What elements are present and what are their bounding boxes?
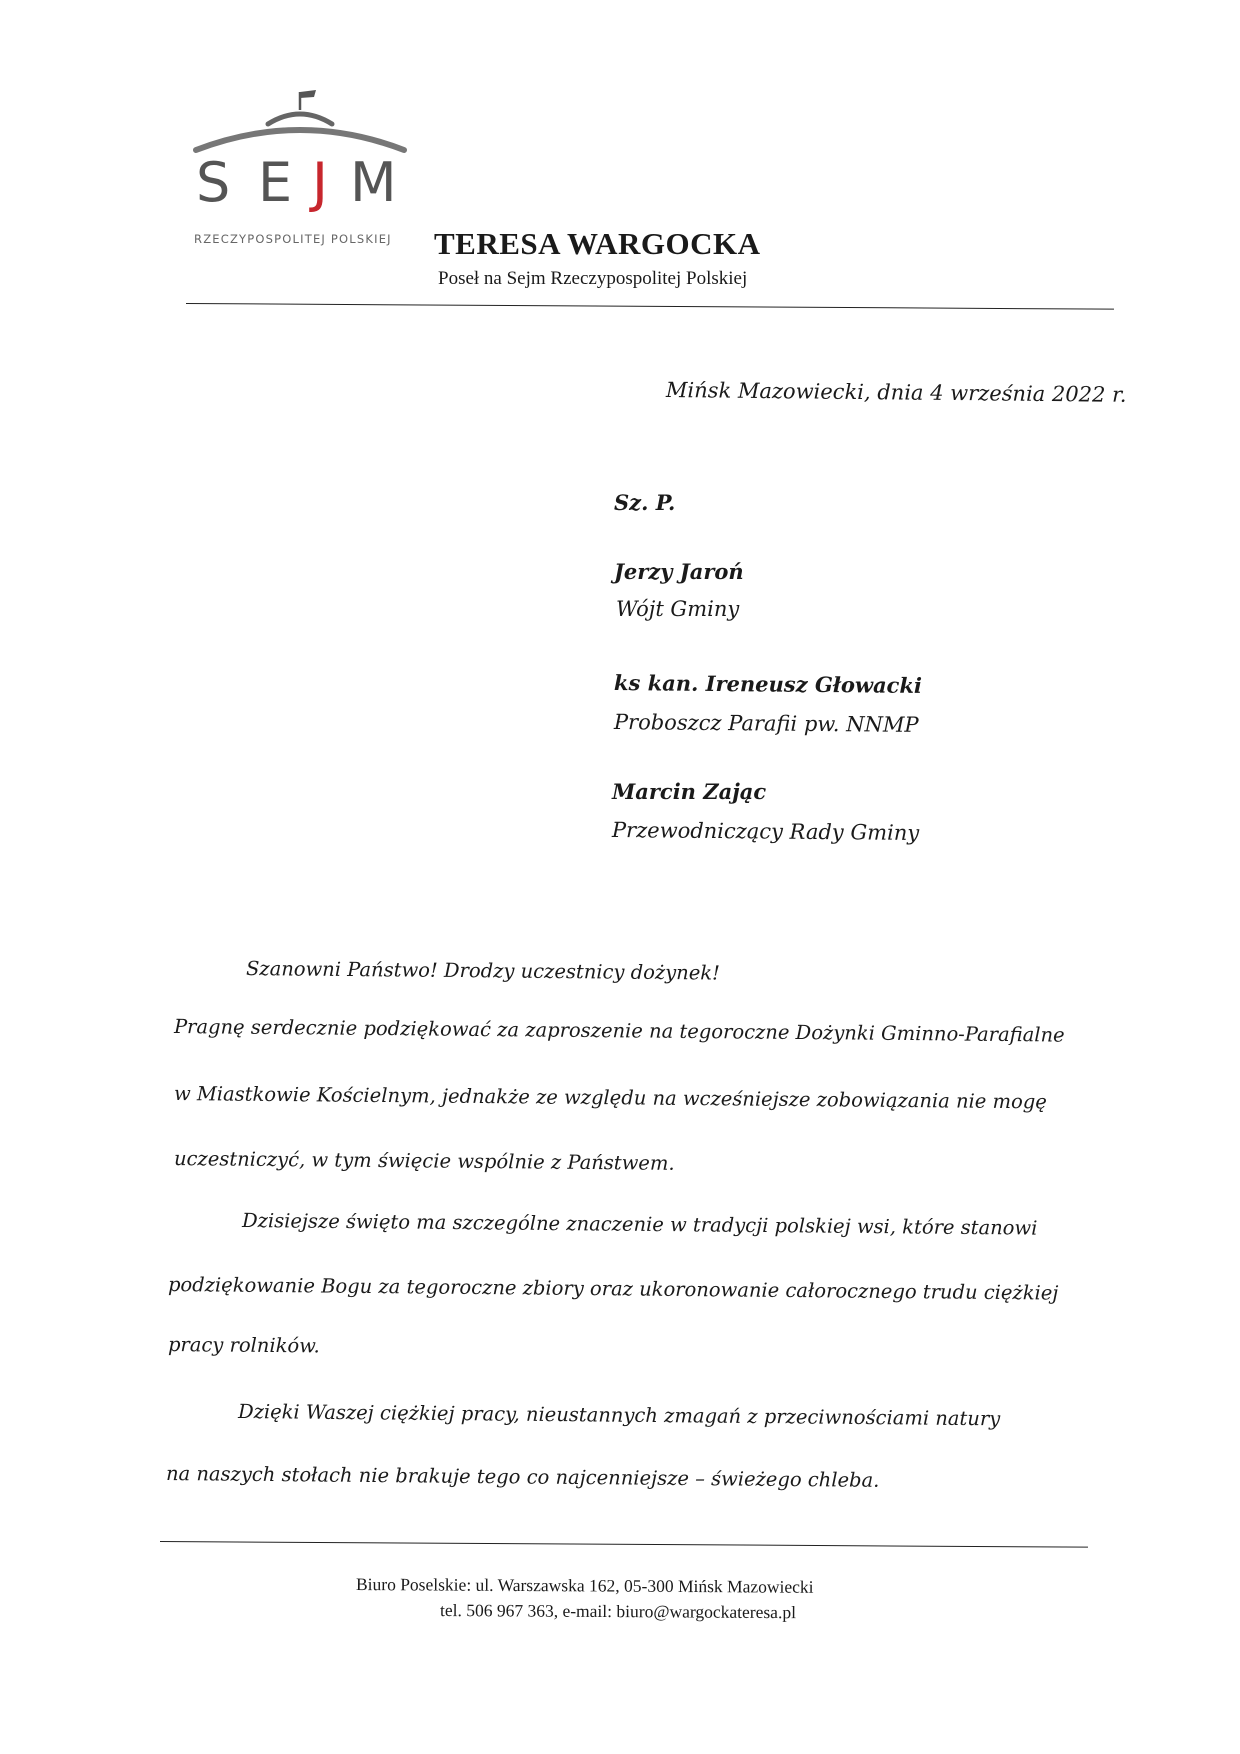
- greeting: Szanowni Państwo! Drodzy uczestnicy dożynek!: [245, 957, 721, 985]
- logo-letter-s: S: [196, 151, 231, 214]
- logo-letter-j: J: [312, 151, 328, 214]
- recipient-role: Przewodniczący Rady Gminy: [611, 818, 920, 845]
- paragraph-line: pracy rolników.: [167, 1333, 320, 1358]
- author-name: TERESA WARGOCKA: [434, 226, 761, 261]
- salutation: Sz. P.: [614, 490, 676, 515]
- date-line: Mińsk Mazowiecki, dnia 4 września 2022 r.: [665, 378, 1127, 407]
- paragraph-line: na naszych stołach nie brakuje tego co najcenniejsze – świeżego chleba.: [165, 1462, 880, 1492]
- paragraph-line: podziękowanie Bogu za tegoroczne zbiory oraz ukoronowanie całorocznego trudu ciężkiej: [167, 1273, 1059, 1305]
- recipient-name: Jerzy Jaroń: [614, 559, 744, 584]
- header-divider: [186, 303, 1114, 310]
- logo-subtitle: RZECZYPOSPOLITEJ POLSKIEJ: [194, 232, 392, 246]
- logo-letter-e: E: [258, 151, 293, 214]
- author-title: Poseł na Sejm Rzeczypospolitej Polskiej: [438, 268, 748, 289]
- paragraph-line: uczestniczyć, w tym święcie wspólnie z Państwem.: [173, 1147, 675, 1175]
- paragraph-line: Dzisiejsze święto ma szczególne znaczenie w tradycji polskiej wsi, które stanowi: [241, 1209, 1038, 1240]
- recipient-name: ks kan. Ireneusz Głowacki: [613, 670, 923, 698]
- paragraph-line: w Miastkowie Kościelnym, jednakże ze względu na wcześniejsze zobowiązania nie mogę: [173, 1082, 1047, 1114]
- sejm-logo: [190, 88, 420, 258]
- paragraph-line: Pragnę serdecznie podziękować za zaproszenie na tegoroczne Dożynki Gminno-Parafialne: [173, 1015, 1065, 1047]
- footer-contact: tel. 506 967 363, e-mail: biuro@wargockateresa.pl: [439, 1600, 797, 1623]
- recipient-role: Wójt Gminy: [616, 597, 740, 621]
- footer-address: Biuro Poselskie: ul. Warszawska 162, 05-300 Mińsk Mazowiecki: [355, 1574, 814, 1597]
- paragraph-line: Dzięki Waszej ciężkiej pracy, nieustannych zmagań z przeciwnościami natury: [237, 1400, 1001, 1431]
- logo-letter-m: M: [350, 151, 397, 214]
- recipient-name: Marcin Zając: [612, 779, 767, 804]
- footer-divider: [160, 1541, 1088, 1548]
- recipient-role: Proboszcz Parafii pw. NNMP: [613, 710, 919, 737]
